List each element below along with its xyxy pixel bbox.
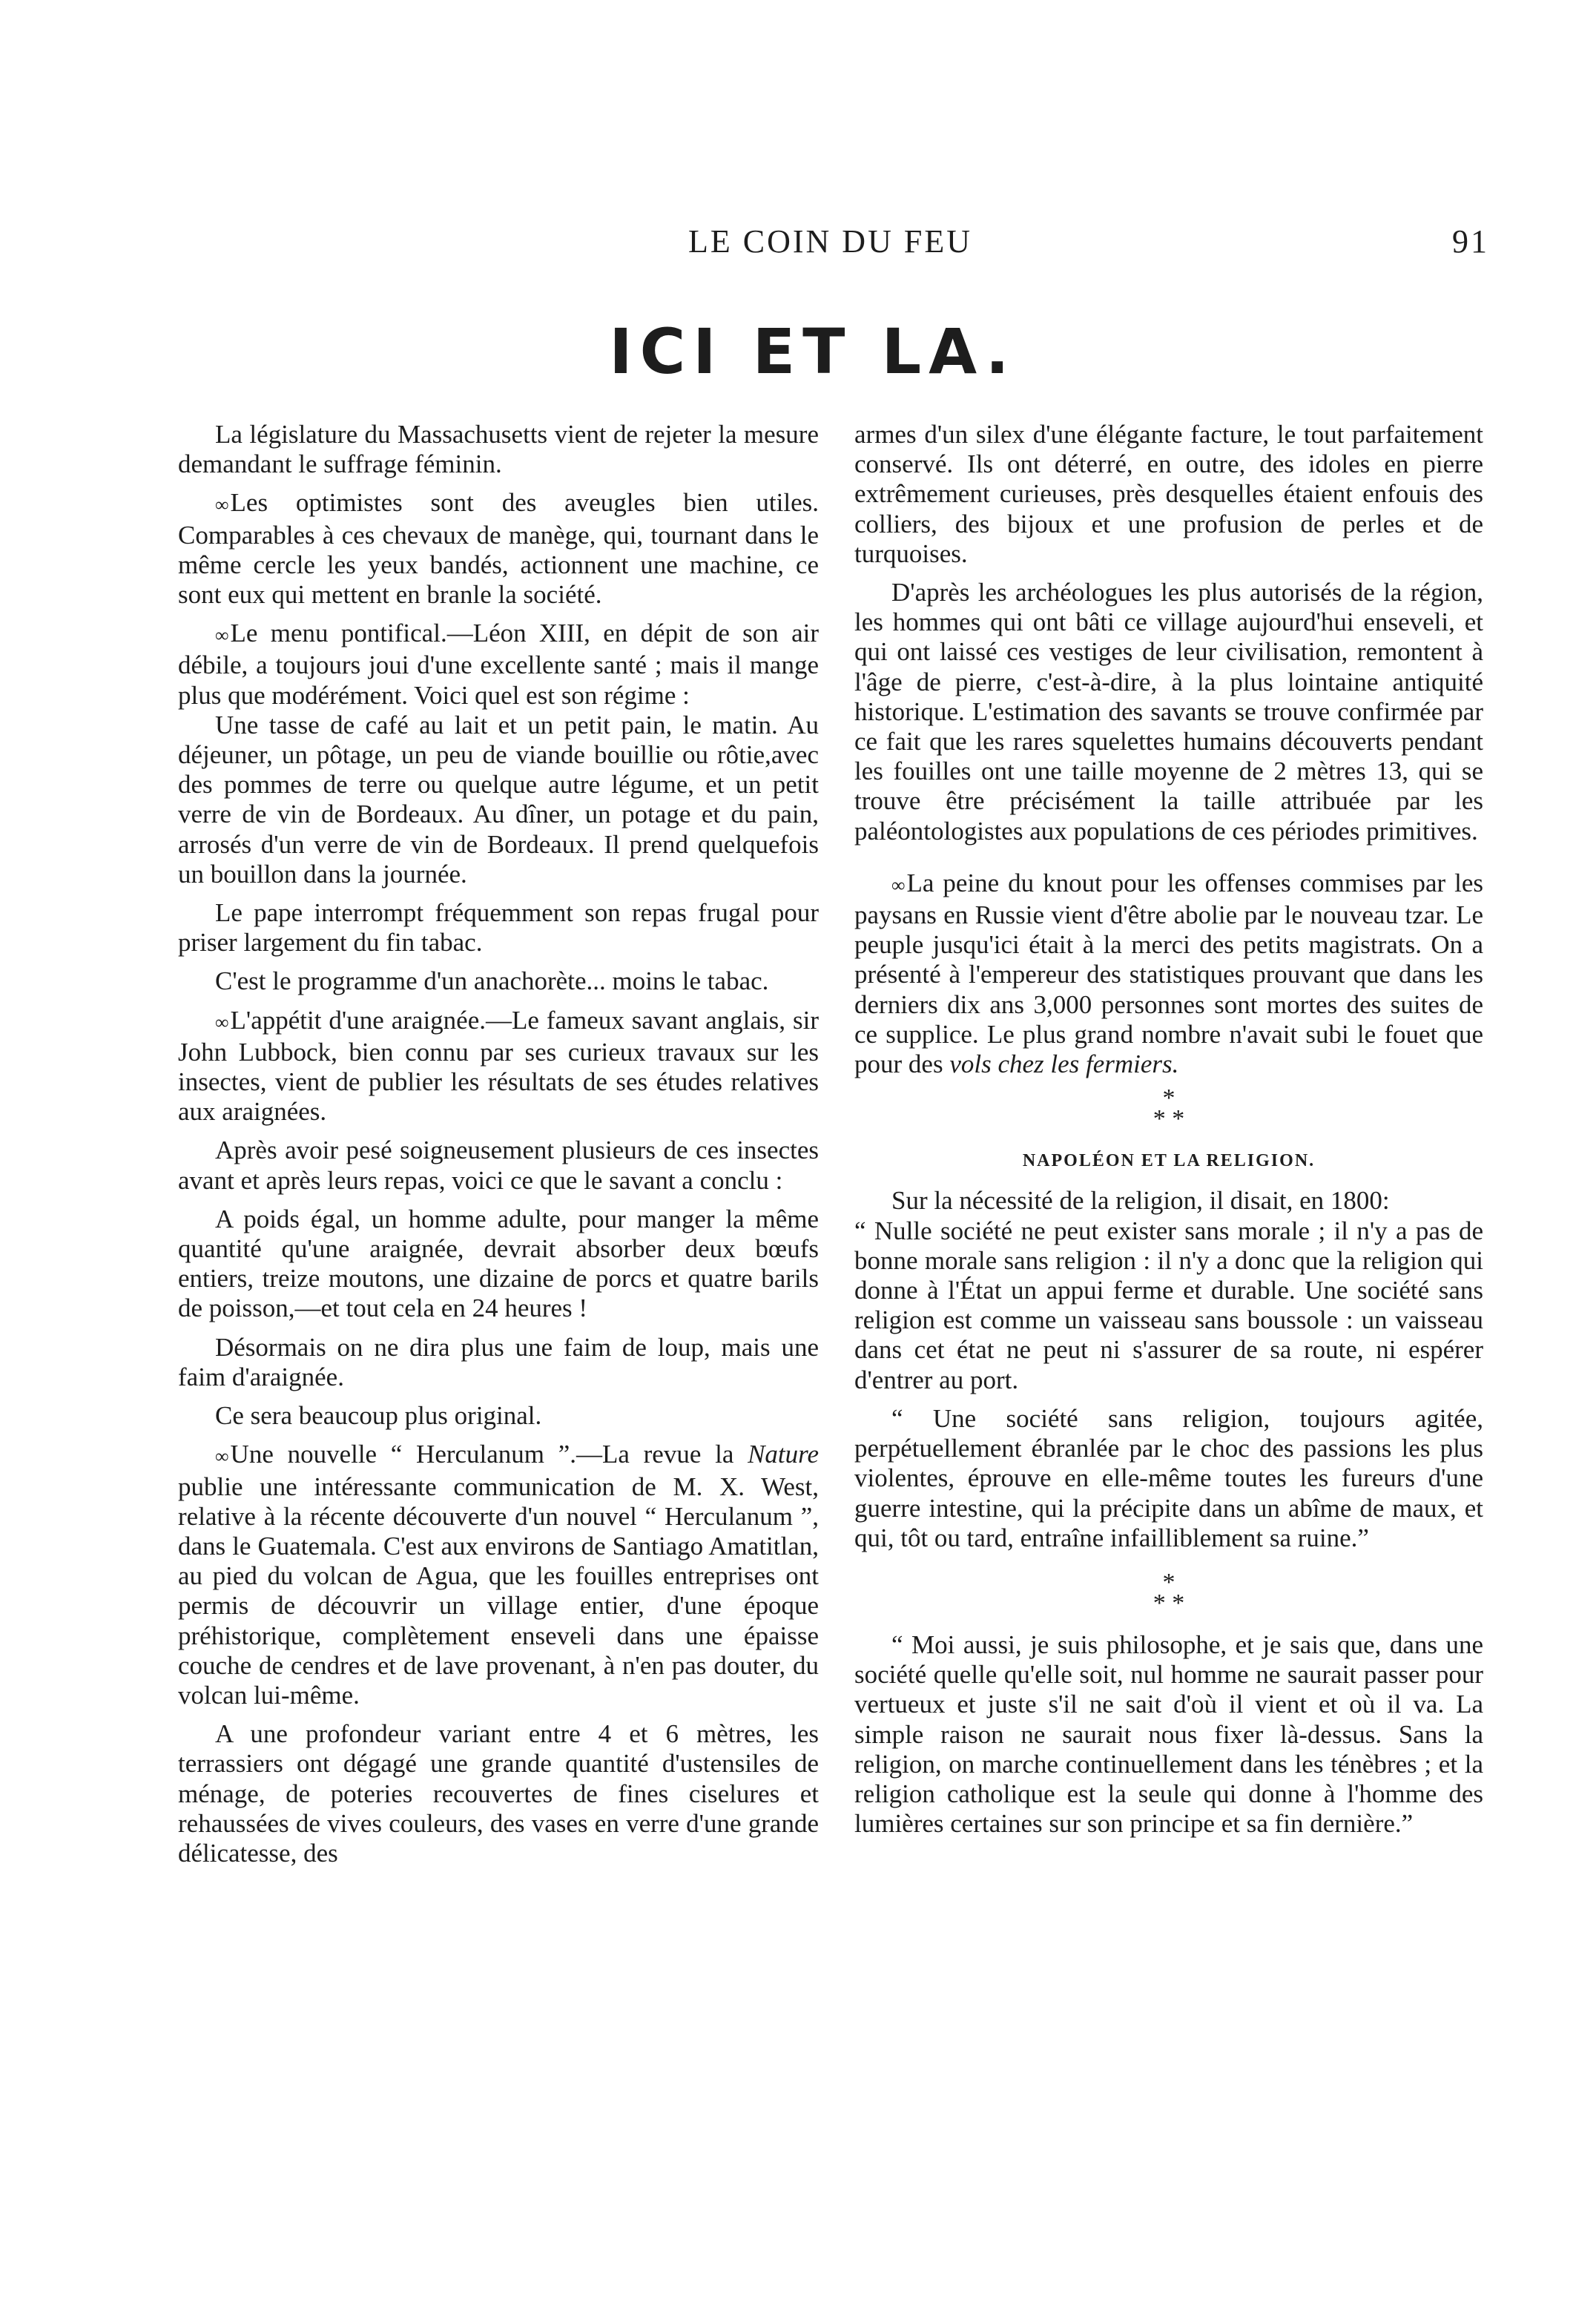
quotation-paragraph: “ Une société sans religion, toujours agitée, perpétuellement ébranlée par le choc des passions les plus violentes, éprouve en elle-même toutes les fureurs d'une guerre intestine, qui la précipite dans un abîme de maux, et qui, tôt ou tard, entraîne infailliblement sa ruine.” xyxy=(854,1403,1483,1552)
page-number: 91 xyxy=(1452,223,1489,260)
journal-name: Nature xyxy=(748,1440,819,1469)
paragraph: armes d'un silex d'une élégante facture, le tout parfaitement conservé. Ils ont déterré, en outre, des idoles en pierre extrêmement curieuses, près desquelles étaient enfouis des colliers, des bijoux et une profusion de perles et de turquoises. xyxy=(854,420,1483,568)
paragraph: Ce sera beaucoup plus original. xyxy=(215,1401,542,1431)
quotation-paragraph: “ Moi aussi, je suis philosophe, et je sais que, dans une société quelle qu'elle soit, nul homme ne saurait passer pour vertueux et juste s'il ne sait d'où il vient et où il va. La simple raison ne saurait nous fixer là-dessus. Sans la religion, on marche continuellement dans les ténèbres ; et la religion catholique est la seule qui donne à l'homme des lumières certaines sur son principe et sa fin dernière.” xyxy=(854,1630,1483,1839)
paragraph: Sur la nécessité de la religion, il disait, en 1800: xyxy=(891,1186,1390,1216)
paragraph: ∞ Les optimistes sont des aveugles bien utiles. Comparables à ces chevaux de manège, qui, tournant dans le même cercle les yeux bandés, actionnent une machine, ce sont eux qui mettent en branle la société. xyxy=(178,488,819,610)
right-column xyxy=(854,420,1483,1848)
item-marker-icon: ∞ xyxy=(215,625,228,647)
asterism-divider: * * * xyxy=(1153,1084,1185,1133)
item-marker-icon: ∞ xyxy=(215,1446,228,1468)
paragraph: ∞ Une nouvelle “ Herculanum ”.—La revue la Nature publie une intéressante communication de M. X. West, relative à la récente découverte d'un nouvel “ Herculanum ”, dans le Guatemala. C'est aux environs de Santiago Amatitlan, au pied du volcan de Agua, que les fouilles entreprises ont permis de découvrir un village entier, d'une époque préhistorique, complètement enseveli dans une épaisse couche de cendres et de lave provenant, à n'en pas douter, du volcan lui-même. xyxy=(178,1440,819,1710)
paragraph: ∞ Le menu pontifical.—Léon XIII, en dépit de son air débile, a toujours joui d'une excellente santé ; mais il mange plus que modérément. Voici quel est son régime : xyxy=(178,619,819,710)
paragraph: D'après les archéologues les plus autorisés de la région, les hommes qui ont bâti ce village aujourd'hui enseveli, et qui ont laissé ces vestiges de leur civilisation, remontent à l'âge de pierre, c'est-à-dire, à la plus lointaine antiquité historique. L'estimation des savants se trouve confirmée par ce fait que les rares squelettes humains découverts pendant les fouilles ont une taille moyenne de 2 mètres 13, qui se trouve être précisément la taille attribuée par les paléontologistes aux populations de ces périodes primitives. xyxy=(854,578,1483,846)
paragraph: Une tasse de café au lait et un petit pain, le matin. Au déjeuner, un pôtage, un peu de viande bouillie ou rôtie,avec des pommes de terre ou quelque autre légume, et un petit verre de vin de Bordeaux. Au dîner, un potage et du pain, arrosés d'un verre de vin de Bordeaux. Il prend quelquefois un bouillon dans la journée. xyxy=(178,710,819,889)
left-column xyxy=(178,420,819,1877)
item-marker-icon: ∞ xyxy=(215,494,228,516)
paragraph: ∞ La peine du knout pour les offenses commises par les paysans en Russie vient d'être abolie par le nouveau tzar. Le peuple jusqu'ici était à la merci des petits magistrats. On a présenté à l'empereur des statistiques prouvant que dans les derniers dix ans 3,000 personnes sont mortes des suites de ce supplice. Le plus grand nombre n'avait subi le fouet que pour des vols chez les fermiers. xyxy=(854,868,1483,1079)
paragraph: La législature du Massachusetts vient de rejeter la mesure demandant le suffrage féminin. xyxy=(178,420,819,479)
asterism-divider: * * * xyxy=(1153,1568,1185,1617)
item-marker-icon: ∞ xyxy=(215,1011,228,1033)
paragraph: A une profondeur variant entre 4 et 6 mètres, les terrassiers ont dégagé une grande quantité d'ustensiles de ménage, de poteries recouvertes de fines ciselures et rehaussées de vives couleurs, des vases en verre d'une grande délicatesse, des xyxy=(178,1719,819,1868)
item-marker-icon: ∞ xyxy=(891,874,904,896)
journal-title: LE COIN DU FEU xyxy=(688,223,972,260)
paragraph: ∞ L'appétit d'une araignée.—Le fameux savant anglais, sir John Lubbock, bien connu par ses curieux travaux sur les insectes, vient de publier les résultats de ses études relatives aux araignées. xyxy=(178,1005,819,1127)
paragraph: Le pape interrompt fréquemment son repas frugal pour priser largement du fin tabac. xyxy=(178,898,819,958)
section-headline: ICI ET LA. xyxy=(609,315,1017,388)
paragraph: C'est le programme d'un anachorète... moins le tabac. xyxy=(215,966,769,996)
paragraph: A poids égal, un homme adulte, pour manger la même quantité qu'une araignée, devrait absorber deux bœufs entiers, treize moutons, une dizaine de porcs et quatre barils de poisson,—et tout cela en 24 heures ! xyxy=(178,1204,819,1323)
paragraph: Après avoir pesé soigneusement plusieurs de ces insectes avant et après leurs repas, voici ce que le savant a conclu : xyxy=(178,1136,819,1195)
running-header xyxy=(0,223,1596,267)
subsection-title: NAPOLÉON ET LA RELIGION. xyxy=(1022,1151,1316,1171)
italic-phrase: vols chez les fermiers. xyxy=(949,1050,1179,1079)
paragraph: Désormais on ne dira plus une faim de loup, mais une faim d'araignée. xyxy=(178,1332,819,1391)
quotation-paragraph: “ Nulle société ne peut exister sans morale ; il n'y a pas de bonne morale sans religion : il n'y a donc que la religion qui donne à l'État un appui ferme et durable. Une société sans religion est comme un vaisseau sans boussole : un vaisseau dans cet état ne peut ni s'assurer de sa route, ni espérer d'entrer au port. xyxy=(854,1216,1483,1394)
